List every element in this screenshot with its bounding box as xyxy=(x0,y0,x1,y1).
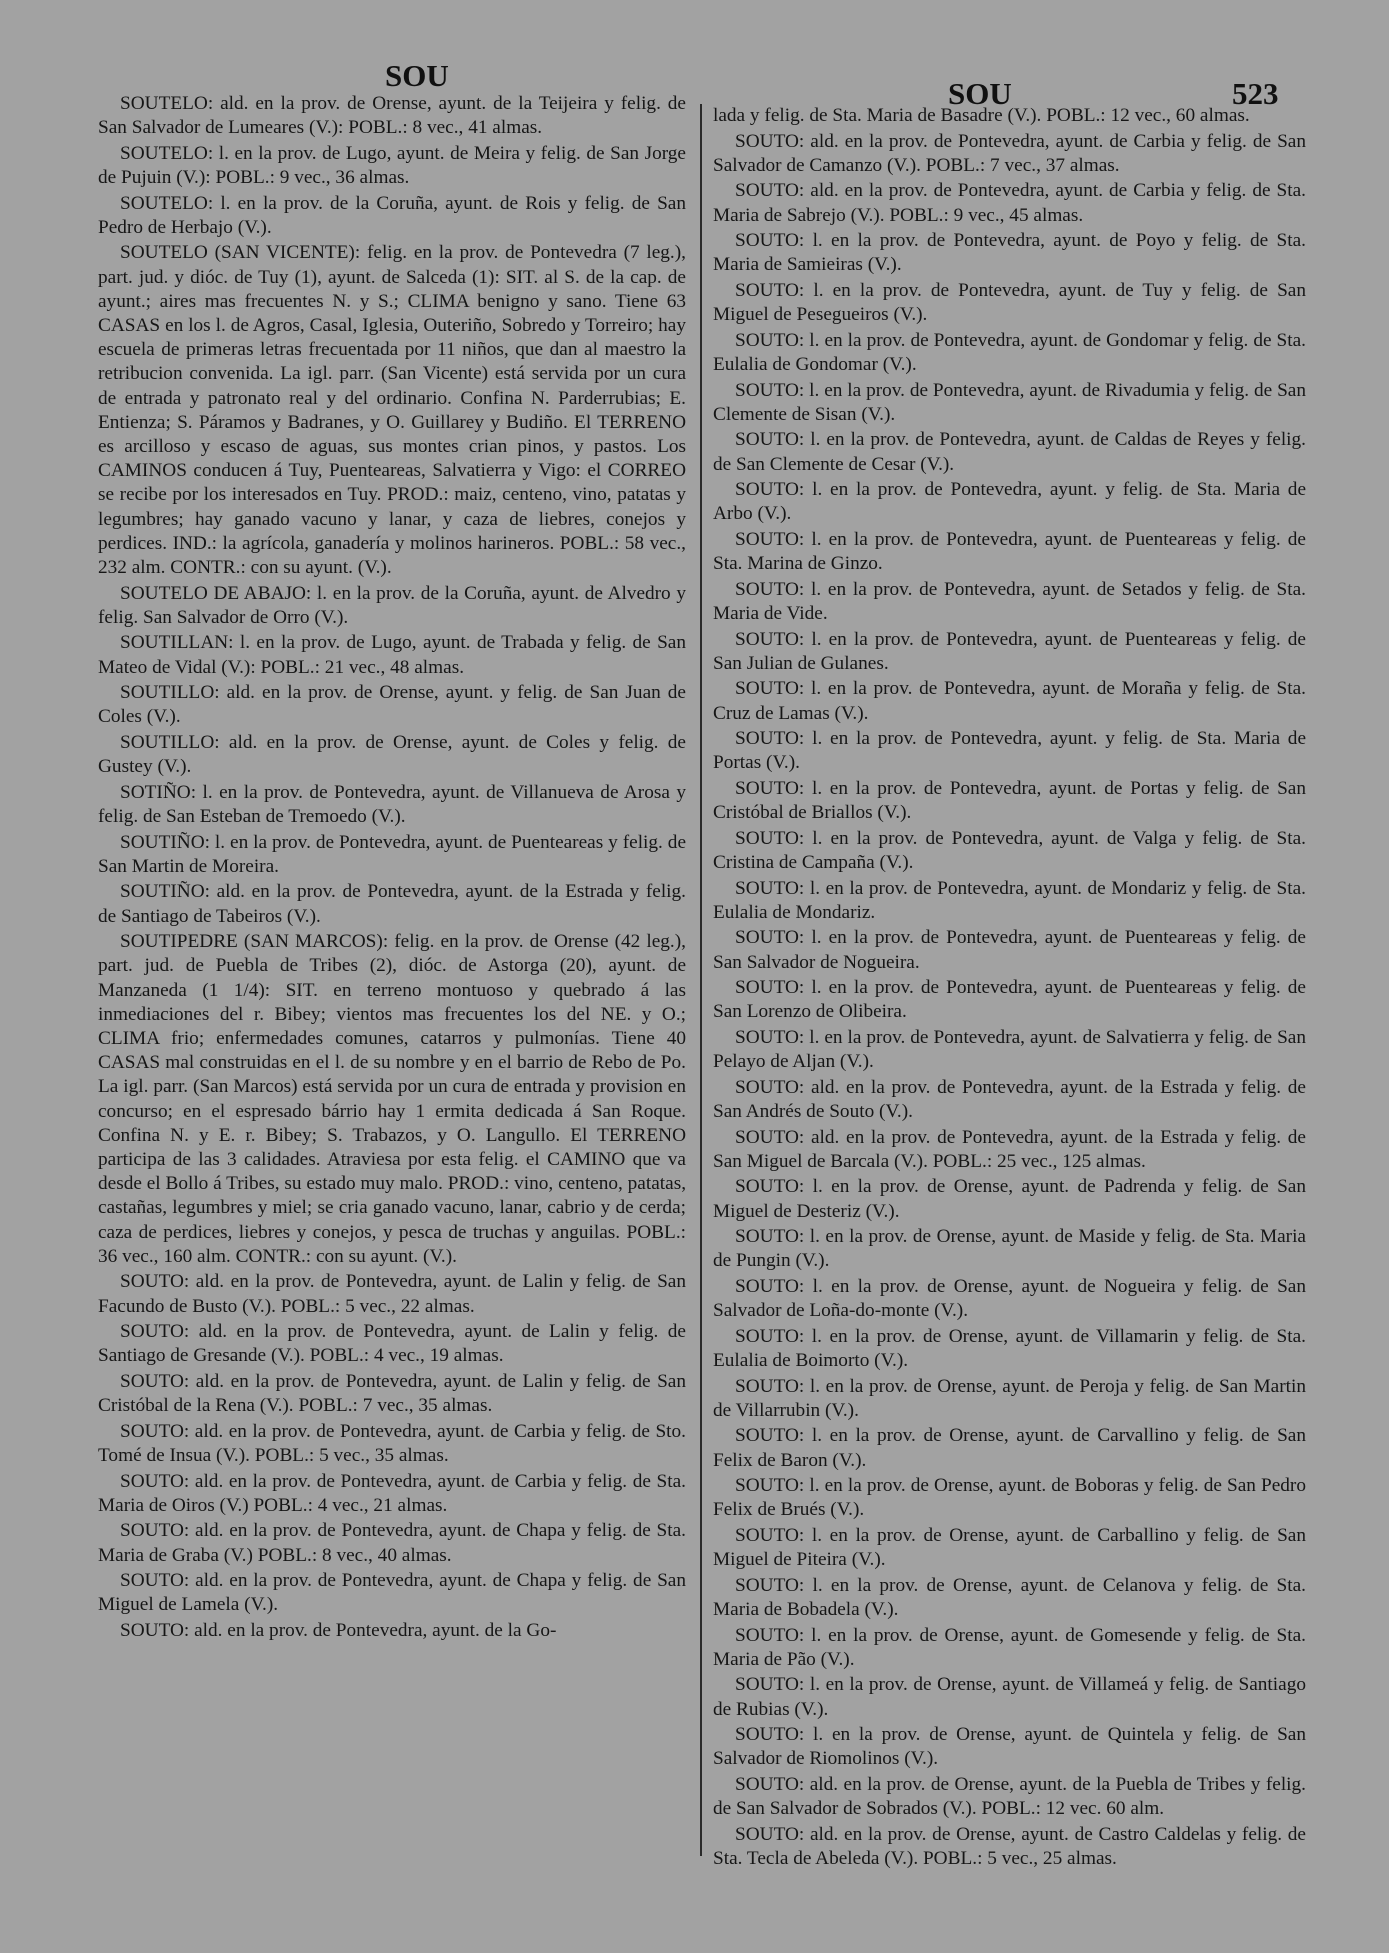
dictionary-entry: SOUTO: l. en la prov. de Orense, ayunt. de Carvallino y felig. de San Felix de Baron (V.). xyxy=(713,1425,1306,1471)
dictionary-entry: SOUTELO (SAN VICENTE): felig. en la prov. de Pontevedra (7 leg.), part. jud. y dióc. de Tuy (1), ayunt. de Salceda (1): SIT. al S. de la cap. de ayunt.; aires mas frecuentes N. y S.; CLIMA benigno y sano. Tiene 63 CASAS en los l. de Agros, Casal, Iglesia, Outeriño, Sobredo y Torreiro; hay escuela de primeras letras frecuentada por 11 niños, que dan al maestro la retribucion convenida. La igl. parr. (San Vicente) está servida por un cura de entrada y patronato real y del ordinario. Confina N. Parderrubias; E. Entienza; S. Páramos y Badranes, y O. Guillarey y Budiño. El TERRENO es arcilloso y escaso de aguas, sus montes crian pinos, y pastos. Los CAMINOS conducen á Tuy, Puenteareas, Salvatierra y Vigo: el CORREO se recibe por los interesados en Tuy. PROD.: maiz, centeno, vino, patatas y legumbres; hay ganado vacuno y lanar, y caza de liebres, conejos y perdices. IND.: la agrícola, ganadería y molinos harineros. POBL.: 58 vec., 232 alm. CONTR.: con su ayunt. (V.). xyxy=(98,242,686,579)
dictionary-entry: SOUTO: ald. en la prov. de Pontevedra, ayunt. de la Estrada y felig. de San Miguel de Barcala (V.). POBL.: 25 vec., 125 almas. xyxy=(713,1126,1306,1172)
column-divider xyxy=(700,104,702,1856)
dictionary-entry: SOUTO: l. en la prov. de Pontevedra, ayunt. y felig. de Sta. Maria de Arbo (V.). xyxy=(713,479,1306,525)
running-head-right: SOU xyxy=(948,76,1012,111)
dictionary-entry: SOUTILLO: ald. en la prov. de Orense, ayunt. de Coles y felig. de Gustey (V.). xyxy=(98,732,686,778)
dictionary-entry: SOUTO: l. en la prov. de Orense, ayunt. de Gomesende y felig. de Sta. Maria de Pão (V.). xyxy=(713,1624,1306,1670)
dictionary-entry: SOUTO: l. en la prov. de Pontevedra, ayunt. de Caldas de Reyes y felig. de San Clemente de Cesar (V.). xyxy=(713,429,1306,475)
dictionary-entry: SOUTO: ald. en la prov. de Pontevedra, ayunt. de Carbia y felig. de San Salvador de Camanzo (V.). POBL.: 7 vec., 37 almas. xyxy=(713,130,1306,176)
dictionary-entry: SOUTIÑO: ald. en la prov. de Pontevedra, ayunt. de la Estrada y felig. de Santiago de Tabeiros (V.). xyxy=(98,881,686,927)
dictionary-entry: SOUTIPEDRE (SAN MARCOS): felig. en la prov. de Orense (42 leg.), part. jud. de Puebla de Tribes (2), dióc. de Astorga (20), ayunt. de Manzaneda (1 1/4): SIT. en terreno montuoso y quebrado á las inmediaciones del r. Bibey; vientos mas frecuentes los del NE. y O.; CLIMA frio; enfermedades comunes, catarros y pulmonías. Tiene 40 CASAS mal construidas en el l. de su nombre y en el barrio de Rebo de Po. La igl. parr. (San Marcos) está servida por un cura de entrada y provision en concurso; en el espresado bárrio hay 1 ermita dedicada á San Roque. Confina N. y E. r. Bibey; S. Trabazos, y O. Langullo. El TERRENO participa de las 3 calidades. Atraviesa por esta felig. el CAMINO que va desde el Bollo á Tribes, su estado muy malo. PROD.: vino, centeno, patatas, castañas, legumbres y miel; se cria ganado vacuno, lanar, cabrio y de cerda; caza de perdices, liebres y conejos, y pesca de truchas y anguilas. POBL.: 36 vec., 160 alm. CONTR.: con su ayunt. (V.). xyxy=(98,931,687,1267)
dictionary-entry: SOUTO: ald. en la prov. de Orense, ayunt. de Castro Caldelas y felig. de Sta. Tecla de Abeleda (V.). POBL.: 5 vec., 25 almas. xyxy=(713,1823,1306,1869)
dictionary-entry: SOUTO: ald. en la prov. de Pontevedra, ayunt. de la Go- xyxy=(120,1620,557,1642)
dictionary-entry: SOUTO: l. en la prov. de Orense, ayunt. de Carballino y felig. de San Miguel de Piteira (V.). xyxy=(713,1524,1306,1571)
dictionary-entry: SOUTELO DE ABAJO: l. en la prov. de la Coruña, ayunt. de Alvedro y felig. San Salvador de Orro (V.). xyxy=(98,582,686,628)
dictionary-entry: SOUTO: l. en la prov. de Pontevedra, ayunt. de Portas y felig. de San Cristóbal de Briallos (V.). xyxy=(713,777,1306,824)
dictionary-entry: SOUTO: l. en la prov. de Pontevedra, ayunt. de Puenteareas y felig. de San Julian de Gulanes. xyxy=(713,628,1306,674)
dictionary-entry: SOUTIÑO: l. en la prov. de Pontevedra, ayunt. de Puenteareas y felig. de San Martin de Moreira. xyxy=(98,831,686,877)
dictionary-entry: SOUTELO: l. en la prov. de Lugo, ayunt. de Meira y felig. de San Jorge de Pujuin (V.): POBL.: 9 vec., 36 almas. xyxy=(98,142,686,188)
dictionary-entry: SOUTO: ald. en la prov. de Pontevedra, ayunt. de Lalin y felig. de San Facundo de Busto (V.). POBL.: 5 vec., 22 almas. xyxy=(98,1271,686,1317)
dictionary-entry: SOUTO: l. en la prov. de Pontevedra, ayunt. de Gondomar y felig. de Sta. Eulalia de Gondomar (V.). xyxy=(713,329,1306,375)
dictionary-entry: SOUTO: l. en la prov. de Orense, ayunt. de Boboras y felig. de San Pedro Felix de Brués (V.). xyxy=(713,1475,1306,1521)
dictionary-entry: SOUTILLO: ald. en la prov. de Orense, ayunt. y felig. de San Juan de Coles (V.). xyxy=(98,682,686,728)
dictionary-entry: SOUTO: l. en la prov. de Pontevedra, ayunt. de Salvatierra y felig. de San Pelayo de Aljan (V.). xyxy=(713,1026,1306,1073)
dictionary-entry: SOUTO: l. en la prov. de Pontevedra, ayunt. de Mondariz y felig. de Sta. Eulalia de Mondariz. xyxy=(713,877,1306,923)
dictionary-entry: SOUTO: l. en la prov. de Orense, ayunt. de Peroja y felig. de San Martin de Villarrubin (V.). xyxy=(713,1375,1306,1421)
dictionary-entry: SOTIÑO: l. en la prov. de Pontevedra, ayunt. de Villanueva de Arosa y felig. de San Esteban de Tremoedo (V.). xyxy=(98,781,686,828)
page-number: 523 xyxy=(1232,76,1279,111)
dictionary-entry: SOUTO: l. en la prov. de Orense, ayunt. de Maside y felig. de Sta. Maria de Pungin (V.). xyxy=(713,1226,1306,1272)
dictionary-entry: SOUTO: l. en la prov. de Pontevedra, ayunt. de Puenteareas y felig. de San Salvador de Nogueira. xyxy=(713,927,1306,973)
dictionary-entry: SOUTO: l. en la prov. de Pontevedra, ayunt. de Moraña y felig. de Sta. Cruz de Lamas (V.). xyxy=(713,678,1306,724)
dictionary-entry: SOUTO: ald. en la prov. de Pontevedra, ayunt. de Lalin y felig. de San Cristóbal de la Rena (V.). POBL.: 7 vec., 35 almas. xyxy=(98,1371,686,1417)
dictionary-entry: SOUTO: l. en la prov. de Orense, ayunt. de Villameá y felig. de Santiago de Rubias (V.). xyxy=(713,1674,1306,1720)
dictionary-entry: SOUTO: l. en la prov. de Pontevedra, ayunt. de Setados y felig. de Sta. Maria de Vide. xyxy=(713,578,1306,624)
dictionary-entry: SOUTO: l. en la prov. de Orense, ayunt. de Quintela y felig. de San Salvador de Riomolinos (V.). xyxy=(713,1724,1306,1770)
dictionary-entry: SOUTO: ald. en la prov. de Pontevedra, ayunt. de Chapa y felig. de San Miguel de Lamela (V.). xyxy=(98,1570,686,1616)
dictionary-entry: SOUTO: l. en la prov. de Orense, ayunt. de Celanova y felig. de Sta. Maria de Bobadela (V.). xyxy=(713,1574,1306,1620)
dictionary-entry: SOUTO: l. en la prov. de Pontevedra, ayunt. de Rivadumia y felig. de San Clemente de Sisan (V.). xyxy=(713,379,1306,425)
right-column xyxy=(713,104,1306,1872)
dictionary-entry: SOUTO: ald. en la prov. de Pontevedra, ayunt. de Carbia y felig. de Sta. Maria de Sabrejo (V.). POBL.: 9 vec., 45 almas. xyxy=(713,180,1306,226)
dictionary-entry: SOUTO: l. en la prov. de Pontevedra, ayunt. y felig. de Sta. Maria de Portas (V.). xyxy=(713,728,1306,774)
left-column xyxy=(98,92,686,1645)
dictionary-entry: SOUTELO: ald. en la prov. de Orense, ayunt. de la Teijeira y felig. de San Salvador de Lumeares (V.): POBL.: 8 vec., 41 almas. xyxy=(98,93,686,139)
dictionary-entry: SOUTO: ald. en la prov. de Orense, ayunt. de la Puebla de Tribes y felig. de San Salvador de Sobrados (V.). POBL.: 12 vec. 60 alm. xyxy=(713,1773,1306,1820)
dictionary-entry: SOUTO: ald. en la prov. de Pontevedra, ayunt. de Chapa y felig. de Sta. Maria de Graba (V.) POBL.: 8 vec., 40 almas. xyxy=(98,1520,686,1566)
running-head-left: SOU xyxy=(385,58,449,93)
dictionary-entry: SOUTO: l. en la prov. de Pontevedra, ayunt. de Puenteareas y felig. de Sta. Marina de Ginzo. xyxy=(713,528,1306,575)
dictionary-entry: SOUTO: ald. en la prov. de Pontevedra, ayunt. de Carbia y felig. de Sta. Maria de Oiros (V.) POBL.: 4 vec., 21 almas. xyxy=(98,1470,686,1516)
dictionary-entry: SOUTO: l. en la prov. de Pontevedra, ayunt. de Valga y felig. de Sta. Cristina de Campaña (V.). xyxy=(713,827,1306,873)
dictionary-entry: SOUTELO: l. en la prov. de la Coruña, ayunt. de Rois y felig. de San Pedro de Herbajo (V.). xyxy=(98,192,686,238)
dictionary-entry: SOUTO: l. en la prov. de Orense, ayunt. de Nogueira y felig. de San Salvador de Loña-do-monte (V.). xyxy=(713,1275,1306,1322)
dictionary-entry: SOUTO: ald. en la prov. de Pontevedra, ayunt. de la Estrada y felig. de San Andrés de Souto (V.). xyxy=(713,1076,1306,1122)
dictionary-entry: SOUTO: l. en la prov. de Pontevedra, ayunt. de Puenteareas y felig. de San Lorenzo de Olibeira. xyxy=(713,977,1306,1023)
dictionary-entry: SOUTO: l. en la prov. de Orense, ayunt. de Padrenda y felig. de San Miguel de Desteriz (V.). xyxy=(713,1176,1306,1222)
dictionary-entry: lada y felig. de Sta. Maria de Basadre (V.). POBL.: 12 vec., 60 almas. xyxy=(713,105,1250,126)
dictionary-entry: SOUTO: l. en la prov. de Pontevedra, ayunt. de Poyo y felig. de Sta. Maria de Samieiras (V.). xyxy=(713,230,1306,276)
dictionary-entry: SOUTO: ald. en la prov. de Pontevedra, ayunt. de Carbia y felig. de Sto. Tomé de Insua (V.). POBL.: 5 vec., 35 almas. xyxy=(98,1420,686,1467)
dictionary-entry: SOUTILLAN: l. en la prov. de Lugo, ayunt. de Trabada y felig. de San Mateo de Vidal (V.): POBL.: 21 vec., 48 almas. xyxy=(98,632,686,678)
dictionary-entry: SOUTO: ald. en la prov. de Pontevedra, ayunt. de Lalin y felig. de Santiago de Gresande (V.). POBL.: 4 vec., 19 almas. xyxy=(98,1321,686,1367)
dictionary-entry: SOUTO: l. en la prov. de Orense, ayunt. de Villamarin y felig. de Sta. Eulalia de Boimorto (V.). xyxy=(713,1325,1306,1371)
dictionary-entry: SOUTO: l. en la prov. de Pontevedra, ayunt. de Tuy y felig. de San Miguel de Pesegueiros (V.). xyxy=(713,279,1306,326)
